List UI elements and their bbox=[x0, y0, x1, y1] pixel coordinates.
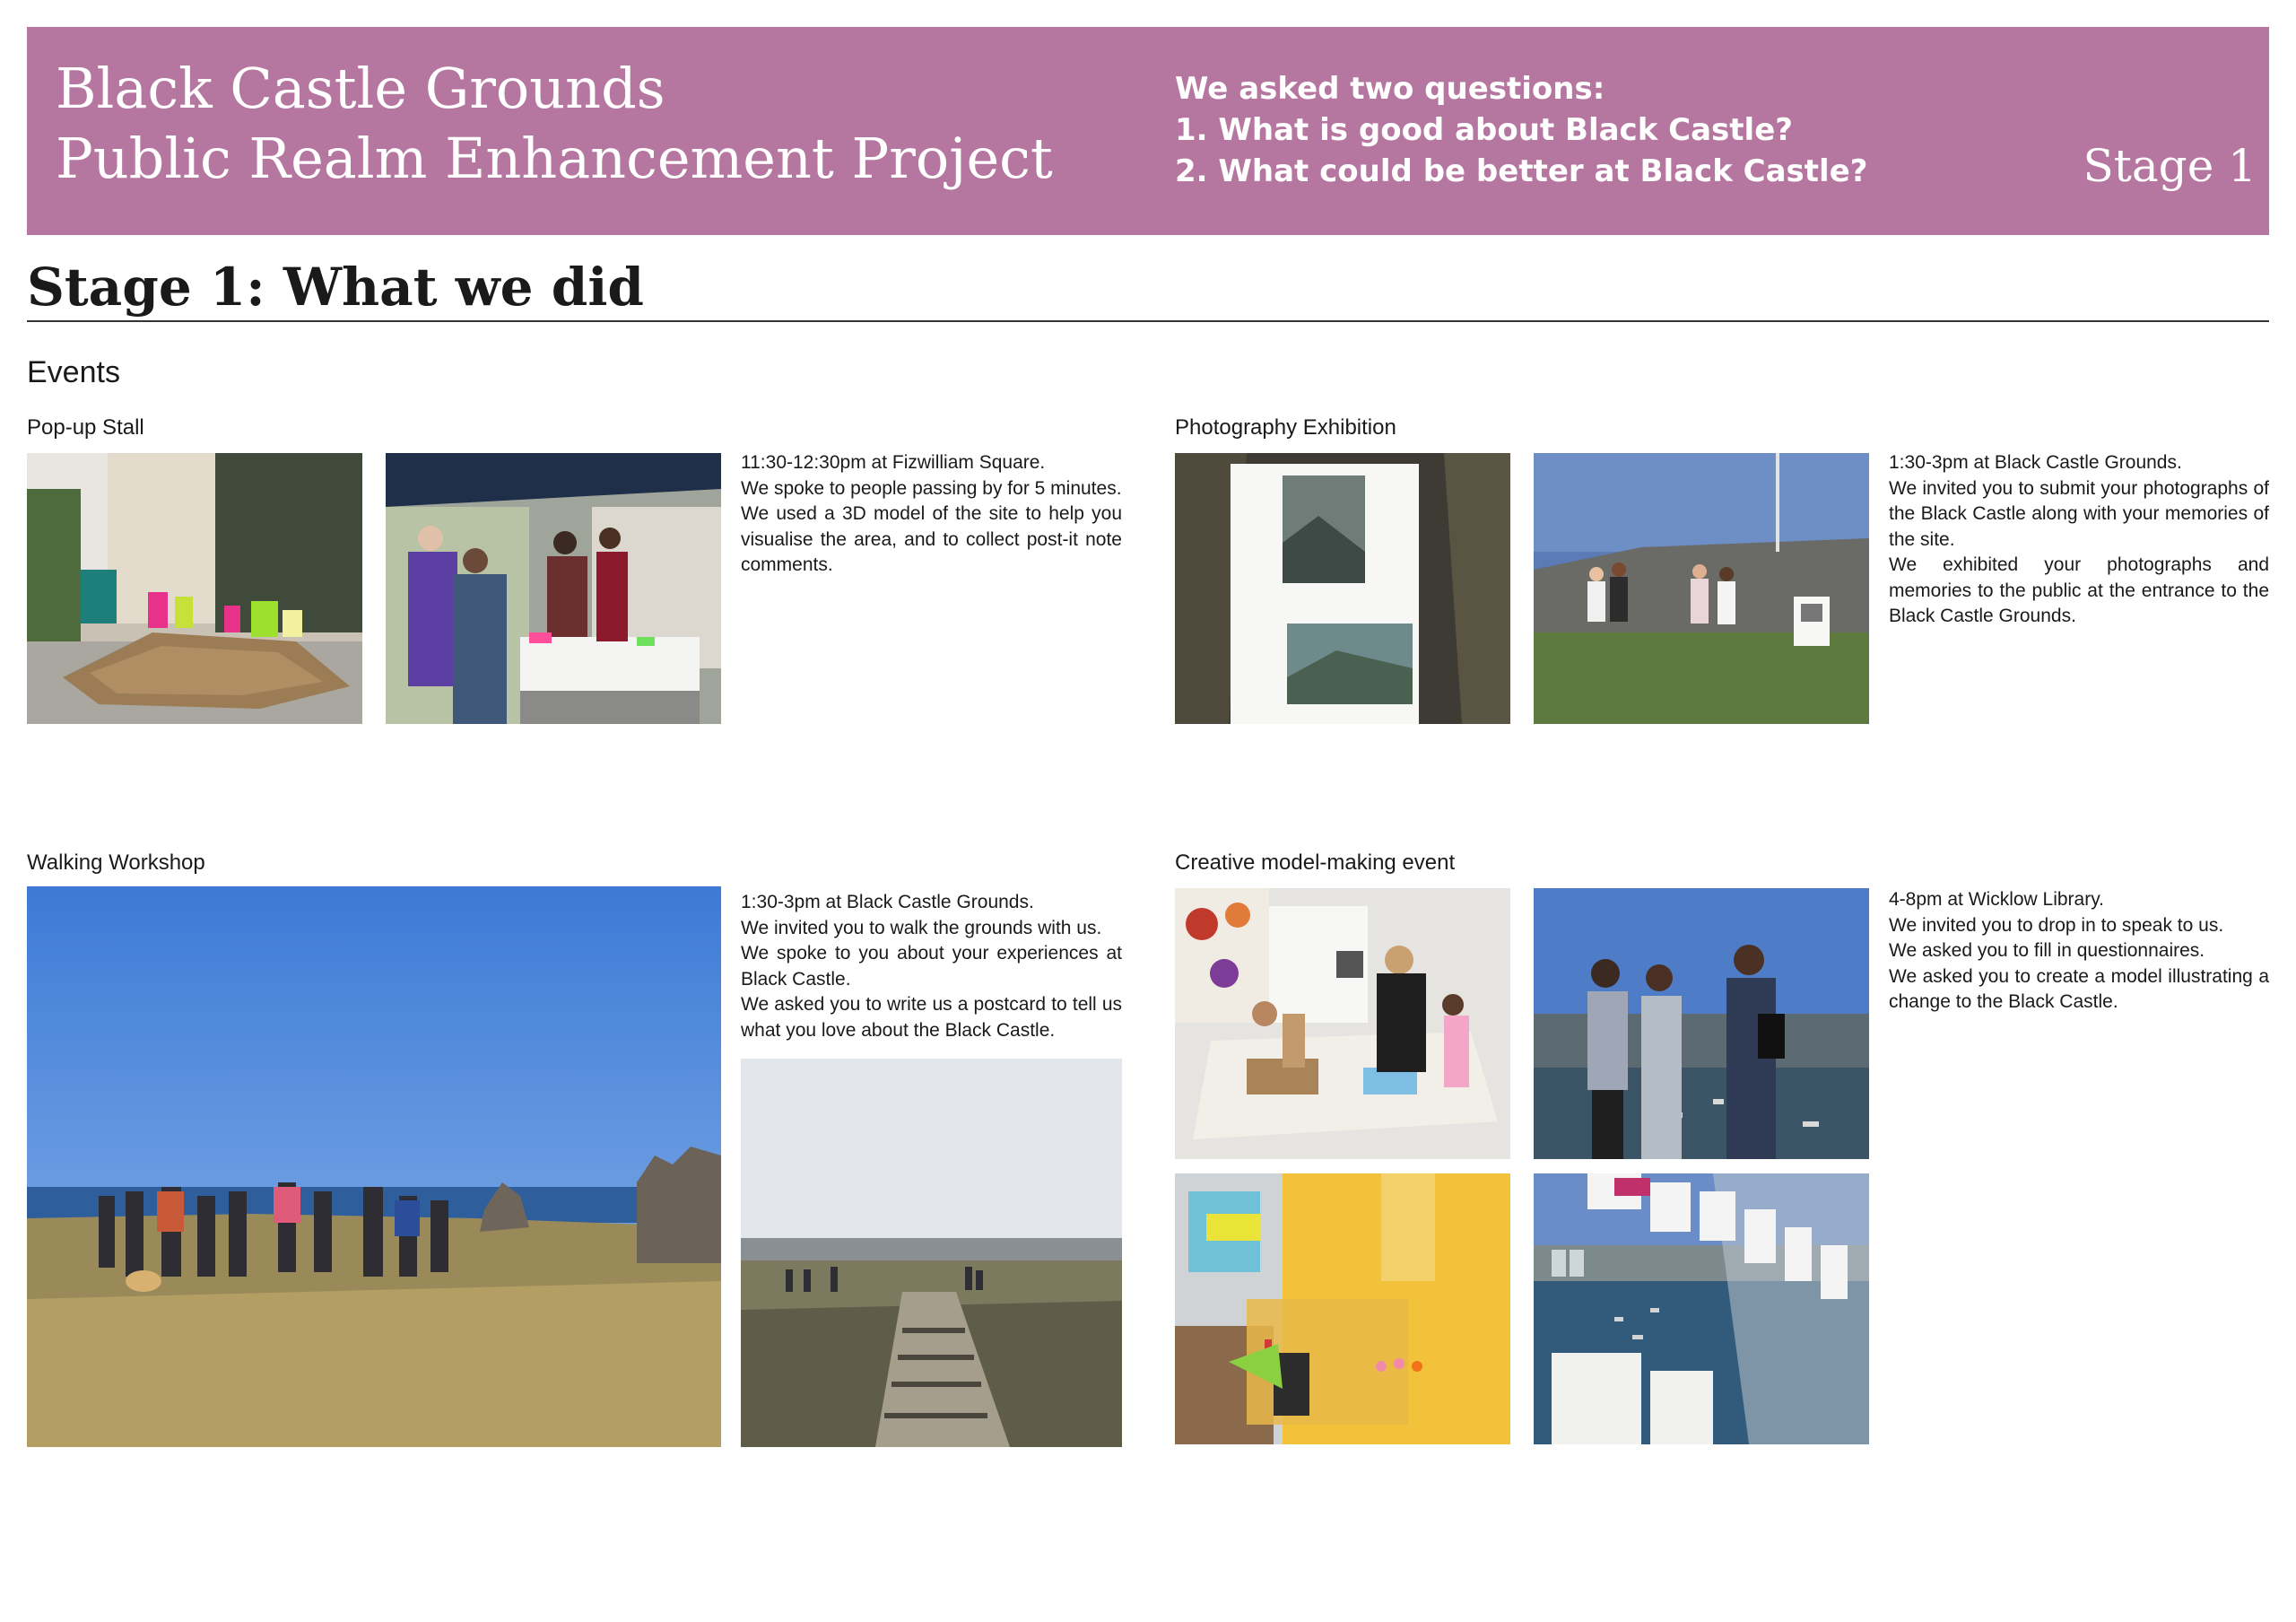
walking-workshop-title: Walking Workshop bbox=[27, 850, 205, 875]
walking-line-2: We invited you to walk the grounds with us. bbox=[741, 917, 1102, 938]
section-title-events: Events bbox=[27, 355, 120, 389]
photography-line-3: We exhibited your photographs and memories to the public at the entrance to the Black Castle Grounds. bbox=[1889, 554, 2269, 626]
photography-description bbox=[1889, 450, 2269, 630]
questions-intro: We asked two questions: bbox=[1175, 71, 1605, 107]
popup-stall-title: Pop-up Stall bbox=[27, 415, 144, 440]
photography-line-1: 1:30-3pm at Black Castle Grounds. bbox=[1889, 452, 2182, 473]
question-2: 2. What could be better at Black Castle? bbox=[1175, 153, 1868, 189]
photography-line-2: We invited you to submit your photographs of the Black Castle along with your memories of the site. bbox=[1889, 477, 2269, 550]
page-heading: Stage 1: What we did bbox=[27, 257, 644, 318]
model-making-photo-balcony bbox=[1534, 888, 1869, 1159]
stage-label: Stage 1 bbox=[2083, 140, 2257, 192]
photography-photo-prints-on-wall bbox=[1175, 453, 1510, 724]
popup-stall-photo-model bbox=[27, 453, 362, 724]
modelmaking-line-4: We asked you to create a model illustrating a change to the Black Castle. bbox=[1889, 965, 2269, 1012]
question-1: 1. What is good about Black Castle? bbox=[1175, 112, 1793, 148]
model-making-photo-materials bbox=[1175, 1173, 1510, 1444]
project-title-line-1: Black Castle Grounds bbox=[56, 56, 665, 121]
model-making-photo-table bbox=[1175, 888, 1510, 1159]
popup-stall-description bbox=[741, 450, 1122, 579]
project-title-line-2: Public Realm Enhancement Project bbox=[56, 126, 1053, 191]
modelmaking-line-1: 4-8pm at Wicklow Library. bbox=[1889, 889, 2105, 910]
popup-line-3: We used a 3D model of the site to help you visualise the area, and to collect post-it note comments. bbox=[741, 503, 1122, 575]
heading-divider bbox=[27, 320, 2269, 322]
modelmaking-line-3: We asked you to fill in questionnaires. bbox=[1889, 940, 2205, 961]
model-making-photo-postcards bbox=[1534, 1173, 1869, 1444]
walking-line-1: 1:30-3pm at Black Castle Grounds. bbox=[741, 892, 1034, 912]
walking-workshop-photo-path bbox=[741, 1059, 1122, 1447]
popup-line-1: 11:30-12:30pm at Fizwilliam Square. bbox=[741, 452, 1046, 473]
walking-workshop-description bbox=[741, 890, 1122, 1043]
model-making-title: Creative model-making event bbox=[1175, 850, 1456, 875]
popup-stall-photo-people bbox=[386, 453, 721, 724]
popup-line-2: We spoke to people passing by for 5 minutes. bbox=[741, 477, 1122, 499]
header-banner bbox=[27, 27, 2269, 235]
walking-workshop-photo-group bbox=[27, 886, 721, 1447]
walking-line-4: We asked you to write us a postcard to tell us what you love about the Black Castle. bbox=[741, 994, 1122, 1041]
walking-line-3: We spoke to you about your experiences at Black Castle. bbox=[741, 943, 1122, 990]
photography-photo-exhibit-wall bbox=[1534, 453, 1869, 724]
photography-exhibition-title: Photography Exhibition bbox=[1175, 415, 1396, 440]
model-making-description bbox=[1889, 887, 2269, 1016]
modelmaking-line-2: We invited you to drop in to speak to us. bbox=[1889, 914, 2224, 936]
